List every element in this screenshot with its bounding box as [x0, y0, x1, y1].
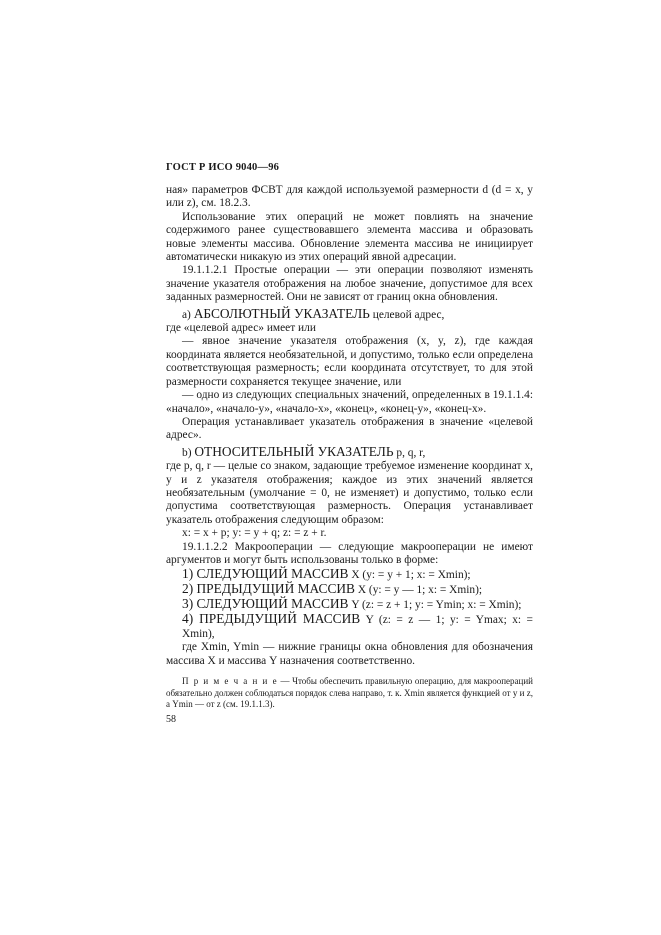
paragraph-continuation: ная» параметров ФСВТ для каждой используемой размерности d (d = x, y или z), см. 18.2.3.	[166, 184, 533, 210]
item-rest: целевой адрес,	[369, 308, 445, 321]
macro-name: СЛЕДУЮЩИЙ МАССИВ	[196, 566, 349, 582]
paragraph-explicit-value: — явное значение указателя отображения (x, y, z), где каждая координата является необязательной, и допустимо, только если определена соответствующая размерность; если координата отсутствует, то для этой размерности сохраняется текущее значение, или	[166, 335, 533, 388]
operation-name: АБСОЛЮТНЫЙ УКАЗАТЕЛЬ	[193, 305, 370, 321]
note	[166, 676, 533, 711]
document-body	[166, 184, 533, 711]
formula-line: x: = x + p; y: = y + q; z: = z + r.	[182, 527, 327, 540]
paragraph-special-values: — одно из следующих специальных значений, определенных в 19.1.1.4: «начало», «начало-y», «начало-x», «конец», «конец-y», «конец-x».	[166, 389, 533, 415]
note-label: П р и м е ч а н и е	[182, 676, 278, 687]
document-header: ГОСТ Р ИСО 9040—96	[166, 162, 280, 173]
paragraph-relative-description: где p, q, r — целые со знаком, задающие требуемое изменение координат x, y и z указателя отображения; каждое из этих значений является необязательным (умолчание = 0, не изменяет) и допустимо, только если допустима соответствующая размерность. Операция устанавливает указатель отображения следующим образом:	[166, 460, 533, 526]
macro-args: Y (z: = z — 1; y: = Ymax; x: = Xmin),	[182, 614, 533, 641]
macro-item: 4) ПРЕДЫДУЩИЙ МАССИВ Y (z: = z — 1; y: = Ymax; x: = Xmin),	[182, 611, 533, 641]
item-absolute-pointer	[166, 307, 533, 322]
paragraph-macro-operations: 19.1.1.2.2 Макрооперации — следующие макрооперации не имеют аргументов и могут быть использованы только в форме:	[166, 540, 533, 566]
macro-name: ПРЕДЫДУЩИЙ МАССИВ	[199, 611, 361, 627]
macro-list	[166, 567, 533, 641]
item-rest: p, q, r,	[393, 446, 426, 459]
macro-item: 2) ПРЕДЫДУЩИЙ МАССИВ X (y: = y — 1; x: = Xmin);	[182, 581, 483, 597]
paragraph-usage: Использование этих операций не может повлиять на значение содержимого ранее существовавшего элемента массива и образовать новые элементы массива. Обновление элемента массива не инициирует автоматически никакую из этих операций явной адресации.	[166, 210, 533, 264]
item-prefix: a)	[182, 308, 194, 321]
macro-item: 1) СЛЕДУЮЩИЙ МАССИВ X (y: = y + 1; x: = Xmin);	[182, 566, 471, 582]
paragraph-operation-sets: Операция устанавливает указатель отображения в значение «целевой адрес».	[166, 415, 533, 442]
note-text: — Чтобы обеспечить правильную операцию, для макроопераций обязательно должен соблюдаться порядок слева направо, т. к. Xmin является функцией от y и z, а Ymin — от z (см. 19.1.1.3).	[166, 676, 533, 710]
page-number: 58	[166, 714, 176, 725]
macro-args: Y (z: = z + 1; y: = Ymin; x: = Xmin);	[348, 599, 522, 612]
paragraph-target-address: где «целевой адрес» имеет или	[166, 322, 316, 335]
macro-item: 3) СЛЕДУЮЩИЙ МАССИВ Y (z: = z + 1; y: = Ymin; x: = Xmin);	[182, 596, 522, 612]
paragraph-bounds: где Xmin, Ymin — нижние границы окна обновления для обозначения массива X и массива Y назначения соответственно.	[166, 641, 533, 667]
operation-name: ОТНОСИТЕЛЬНЫЙ УКАЗАТЕЛЬ	[194, 443, 394, 459]
macro-name: СЛЕДУЮЩИЙ МАССИВ	[196, 596, 349, 612]
macro-name: ПРЕДЫДУЩИЙ МАССИВ	[196, 581, 355, 597]
paragraph-simple-operations: 19.1.1.2.1 Простые операции — эти операции позволяют изменять значение указателя отображения на любое значение, допустимое для всех заданных размерностей. Они не зависят от границ окна обновления.	[166, 264, 533, 304]
macro-args: X (y: = y — 1; x: = Xmin);	[354, 584, 483, 597]
item-prefix: b)	[182, 446, 195, 459]
macro-args: X (y: = y + 1; x: = Xmin);	[348, 569, 471, 582]
item-relative-pointer	[166, 445, 533, 460]
